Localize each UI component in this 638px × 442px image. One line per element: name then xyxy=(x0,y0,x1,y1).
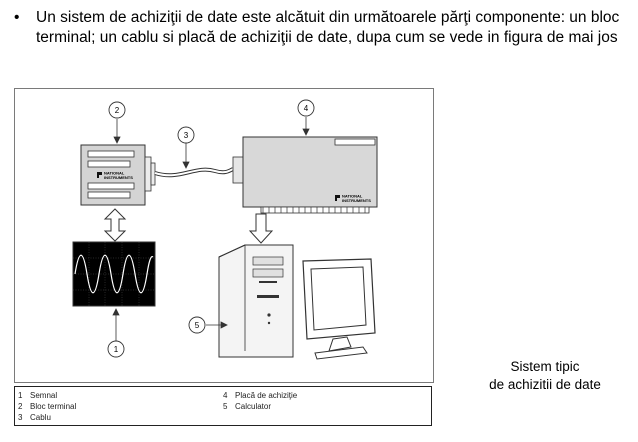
caption-line2: de achizitii de date xyxy=(489,377,601,392)
callout-5: 5 xyxy=(194,321,200,330)
callout-2: 2 xyxy=(114,106,120,115)
bullet-text: Un sistem de achiziţii de date este alcătuit din următoarele părţi componente: un bloc terminal; un cablu si placă de achiziţii de date, dupa cum se vede in figura de mai jos xyxy=(36,9,620,46)
legend-item xyxy=(18,401,76,412)
legend-right-column xyxy=(223,390,297,412)
legend-label: Calculator xyxy=(235,402,272,411)
computer xyxy=(219,245,375,359)
legend-item xyxy=(223,401,297,412)
bullet-paragraph xyxy=(14,8,626,48)
legend-number: 4 xyxy=(223,391,228,400)
legend-item xyxy=(18,390,76,401)
legend-label: Bloc terminal xyxy=(30,402,77,411)
legend-number: 5 xyxy=(223,402,228,411)
terminal-brand-line2: INSTRUMENTS xyxy=(104,175,133,180)
board-computer-arrow-icon xyxy=(250,214,272,243)
legend-label: Cablu xyxy=(30,413,51,422)
terminal-block xyxy=(81,145,155,205)
callout-1: 1 xyxy=(113,345,119,354)
legend-number: 2 xyxy=(18,402,23,411)
caption-line1: Sistem tipic xyxy=(510,359,580,374)
legend-item xyxy=(223,390,297,401)
signal-display xyxy=(73,242,155,306)
terminal-brand-line1: NATIONAL xyxy=(104,170,125,176)
callout-3: 3 xyxy=(183,131,189,140)
figure-caption xyxy=(470,358,620,394)
cable xyxy=(155,169,233,175)
figure-diagram xyxy=(15,89,433,382)
figure-legend xyxy=(14,386,432,426)
terminal-signal-double-arrow-icon xyxy=(105,209,125,241)
legend-left-column xyxy=(18,390,76,423)
legend-label: Placă de achiziţie xyxy=(235,391,298,400)
board-brand-line2: INSTRUMENTS xyxy=(342,198,371,203)
legend-number: 3 xyxy=(18,413,23,422)
board-brand-line1: NATIONAL xyxy=(342,193,363,199)
callout-4: 4 xyxy=(303,104,309,113)
legend-label: Semnal xyxy=(30,391,58,400)
bullet-symbol: • xyxy=(14,9,20,26)
legend-number: 1 xyxy=(18,391,23,400)
data-acquisition-figure xyxy=(14,88,434,383)
daq-board xyxy=(233,137,377,213)
link-arrows xyxy=(105,209,272,243)
legend-item xyxy=(18,412,76,423)
